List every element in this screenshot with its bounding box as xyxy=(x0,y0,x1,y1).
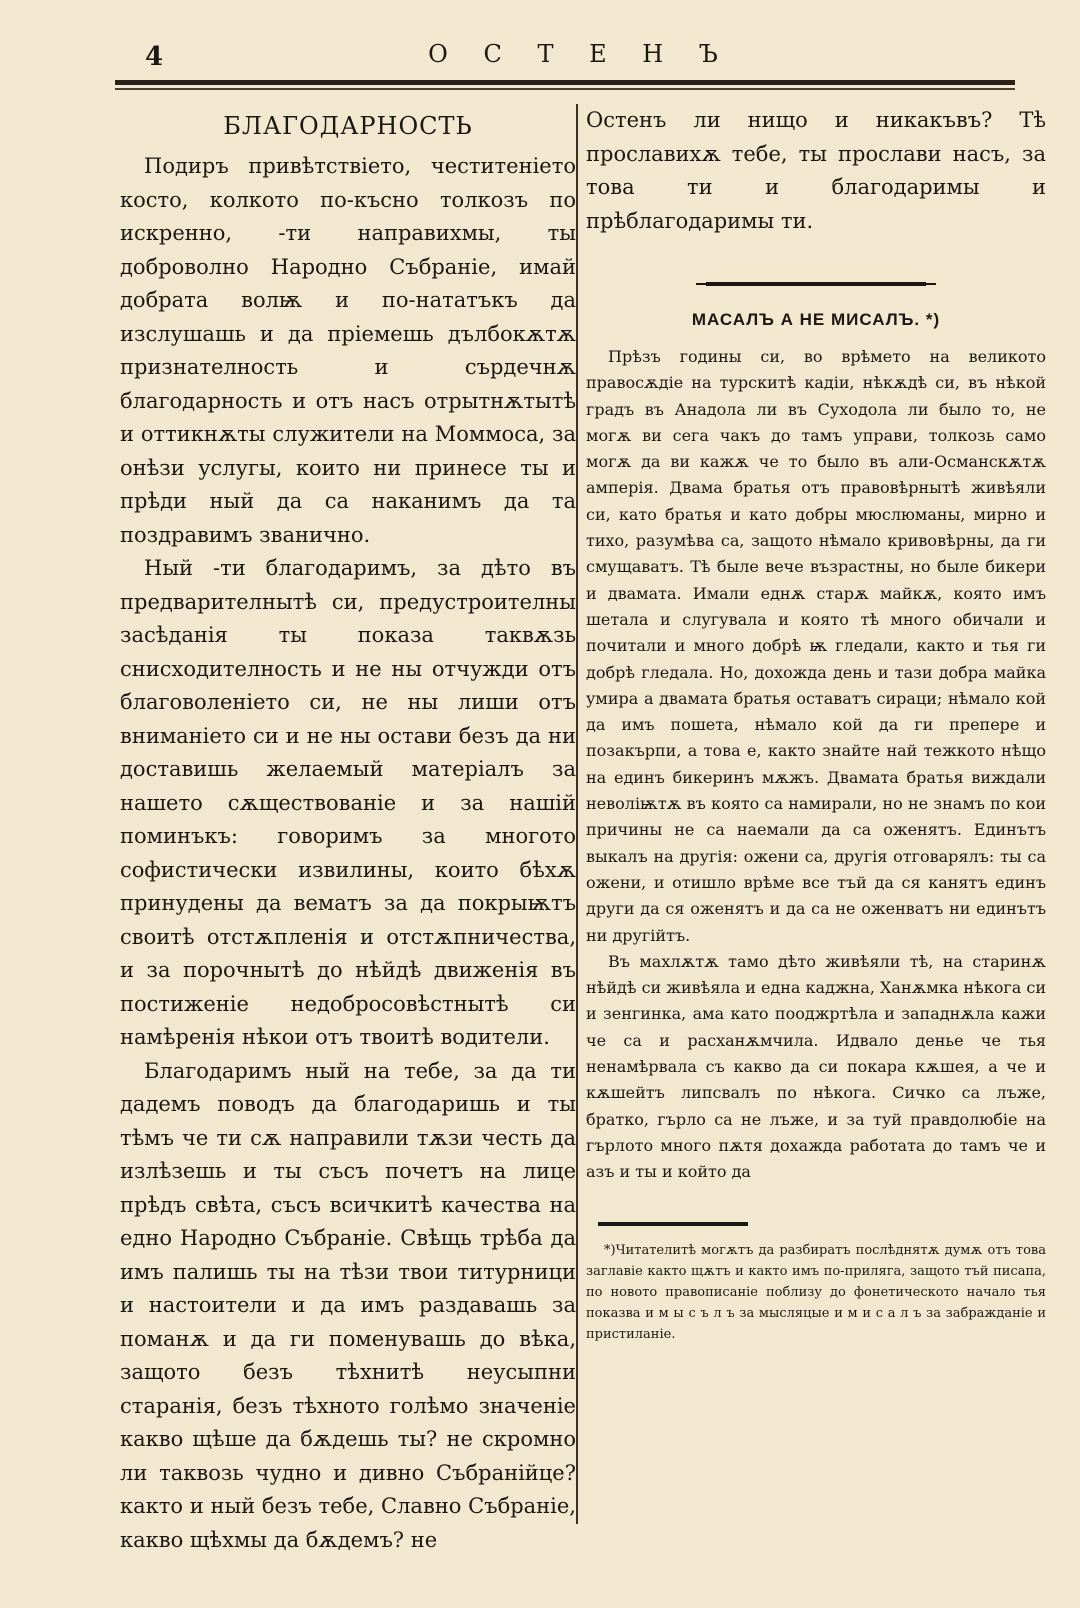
right-paragraph-1: Прѣзъ годины си, во врѣмето на великото правосѫдіе на турскитѣ кадіи, нѣкѫдѣ си, въ нѣкой градъ въ Анадола ли въ Суходола ли было то, не могѫ ви сега чакъ до тамъ управи, толкозь само могѫ да ви кажѫ че то было въ али-Османскѫтѫ амперія. Двама братья отъ правовѣрнытѣ живѣяли си, като братья и като добры мюслюманы, мирно и тихо, разумѣва са, защото нѣмало кривовѣрны, да ги смущаватъ. Тѣ быле вече възрастны, но быле бикери и двамата. Имали еднѫ старѫ майкѫ, която имъ шетала и слугувала и която тѣ много обичали и почитали и много добрѣ ѭ гледали, както и тья ги добрѣ гледала. Но, дохожда день и тази добра майка умира а двамата братья оставатъ сираци; нѣмало кой да имъ пошета, нѣмало кой да ги препере и позакърпи, а това е, както знайте най тежкото нѣщо на единъ бикеринъ мѫжъ. Двамата братья виждали неволіѭтѫ въ която са намирали, но не знамъ по кои причины не са наемали да са оженятъ. Единътъ выкалъ на другія: ожени са, другія отговарялъ: ты са ожени, и отишло врѣме все тъй да ся канятъ единъ други да ся оженятъ и да са не оженватъ ни единътъ ни другійтъ. xyxy=(586,347,1046,945)
column-divider xyxy=(576,104,578,1524)
right-column xyxy=(586,104,1046,1345)
left-column xyxy=(120,112,576,1557)
page-number: 4 xyxy=(145,42,164,72)
header-rule-thin xyxy=(115,88,1015,90)
section-ornament xyxy=(696,280,936,288)
masthead-title: О С Т Е Н Ъ xyxy=(428,40,732,68)
page-header xyxy=(145,38,1015,74)
footnote-rule xyxy=(598,1222,748,1226)
left-article-continuation: Остенъ ли нищо и никакъвъ? Тѣ прославихѫ тебе, ты прослави насъ, за това ти и благодаримы и прѣблагодаримы ти. xyxy=(586,108,1046,233)
left-article-title: БЛАГОДАРНОСТЬ xyxy=(223,112,473,140)
right-article-title: МАСАЛЪ А НЕ МИСАЛЪ. *) xyxy=(691,310,941,329)
left-paragraph-1: Подиръ привѣтствіето, честитеніето косто, колкото по-късно толкозъ по искренно, -ти направихмы, ты доброволно Народно Събраніе, имай добрата волѭ и по-нататъкъ да изслушашь и да пріемешь дълбокѫтѫ признателность и сърдечнѫ благодарность и отъ насъ отрытнѫтытѣ и оттикнѫты служители на Моммоса, за онѣзи услугы, които ни принесе ты и прѣди ный да са наканимъ да та поздравимъ званично. xyxy=(120,154,576,547)
left-paragraph-3: Благодаримъ ный на тебе, за да ти дадемъ поводъ да благодаришь и ты тѣмъ че ти сѫ направили тѫзи честь да излѣзешь и ты съсъ почетъ на лице прѣдъ свѣта, съсъ всичкитѣ качества на едно Народно Събраніе. Свѣщь трѣба да имъ палишь ты на тѣзи твои титурници и настоители и да имъ раздавашь за поманѫ и да ги поменувашь до вѣка, защото безъ тѣхнитѣ неусыпни старанія, безъ тѣхното голѣмо значеніе какво щѣше да бѫдешь ты? не скромно ли таквозь чудно и дивно Събранійце? както и ный безъ тебе, Славно Събраніе, какво щѣхмы да бѫдемъ? не xyxy=(120,1058,576,1552)
header-rule xyxy=(115,80,1015,85)
left-paragraph-2: Ный -ти благодаримъ, за дѣто въ предварителнытѣ си, предустроителны засѣданія ты показа таквѫзь снисходителность и не ны отчужди отъ благоволеніето си, не ны лиши отъ вниманіето си и не ны остави безъ да ни доставишь желаемый матеріалъ за нашето сѫществованіе и за нашій поминъкъ: говоримъ за многото софистически извилины, които бѣхѫ принудены да вематъ за да покрыѭтъ своитѣ отстѫпленія и отстѫпничества, и за порочнытѣ до нѣйдѣ движенія въ постиженіе недобросовѣстнытѣ си намѣренія нѣкои отъ твоитѣ водители. xyxy=(120,556,576,1049)
footnote: *)Читателитѣ могѫтъ да разбиратъ послѣднятѫ думѫ отъ това заглавіе както щѫтъ и както имъ по-прилягa, защото тъй писапа, по новото правописаніе поблизу до фонетическото начало тья показва и м ы с ъ л ъ за мысляцые и м и с а л ъ за забражданіе и пристиланіе. xyxy=(586,1242,1046,1342)
right-paragraph-2: Въ махлѫтѫ тамо дѣто живѣяли тѣ, на старинѫ нѣйдѣ си живѣяла и една каджна, Ханѫмка нѣкога си и зенгинка, ама като пооджртѣла и западнѫла кажи че са и расханѫмчила. Идвало деньe че тья ненамѣрвала съ какво да си покара кѫшея, а че и кѫшейтъ липсвалъ по нѣкога. Сичко са лъже, братко, гърло са не лъже, и за туй правдолюбіе на гърлото много пѫтя дохажда работата до тамъ че и азъ и ты и който да xyxy=(586,951,1046,1182)
